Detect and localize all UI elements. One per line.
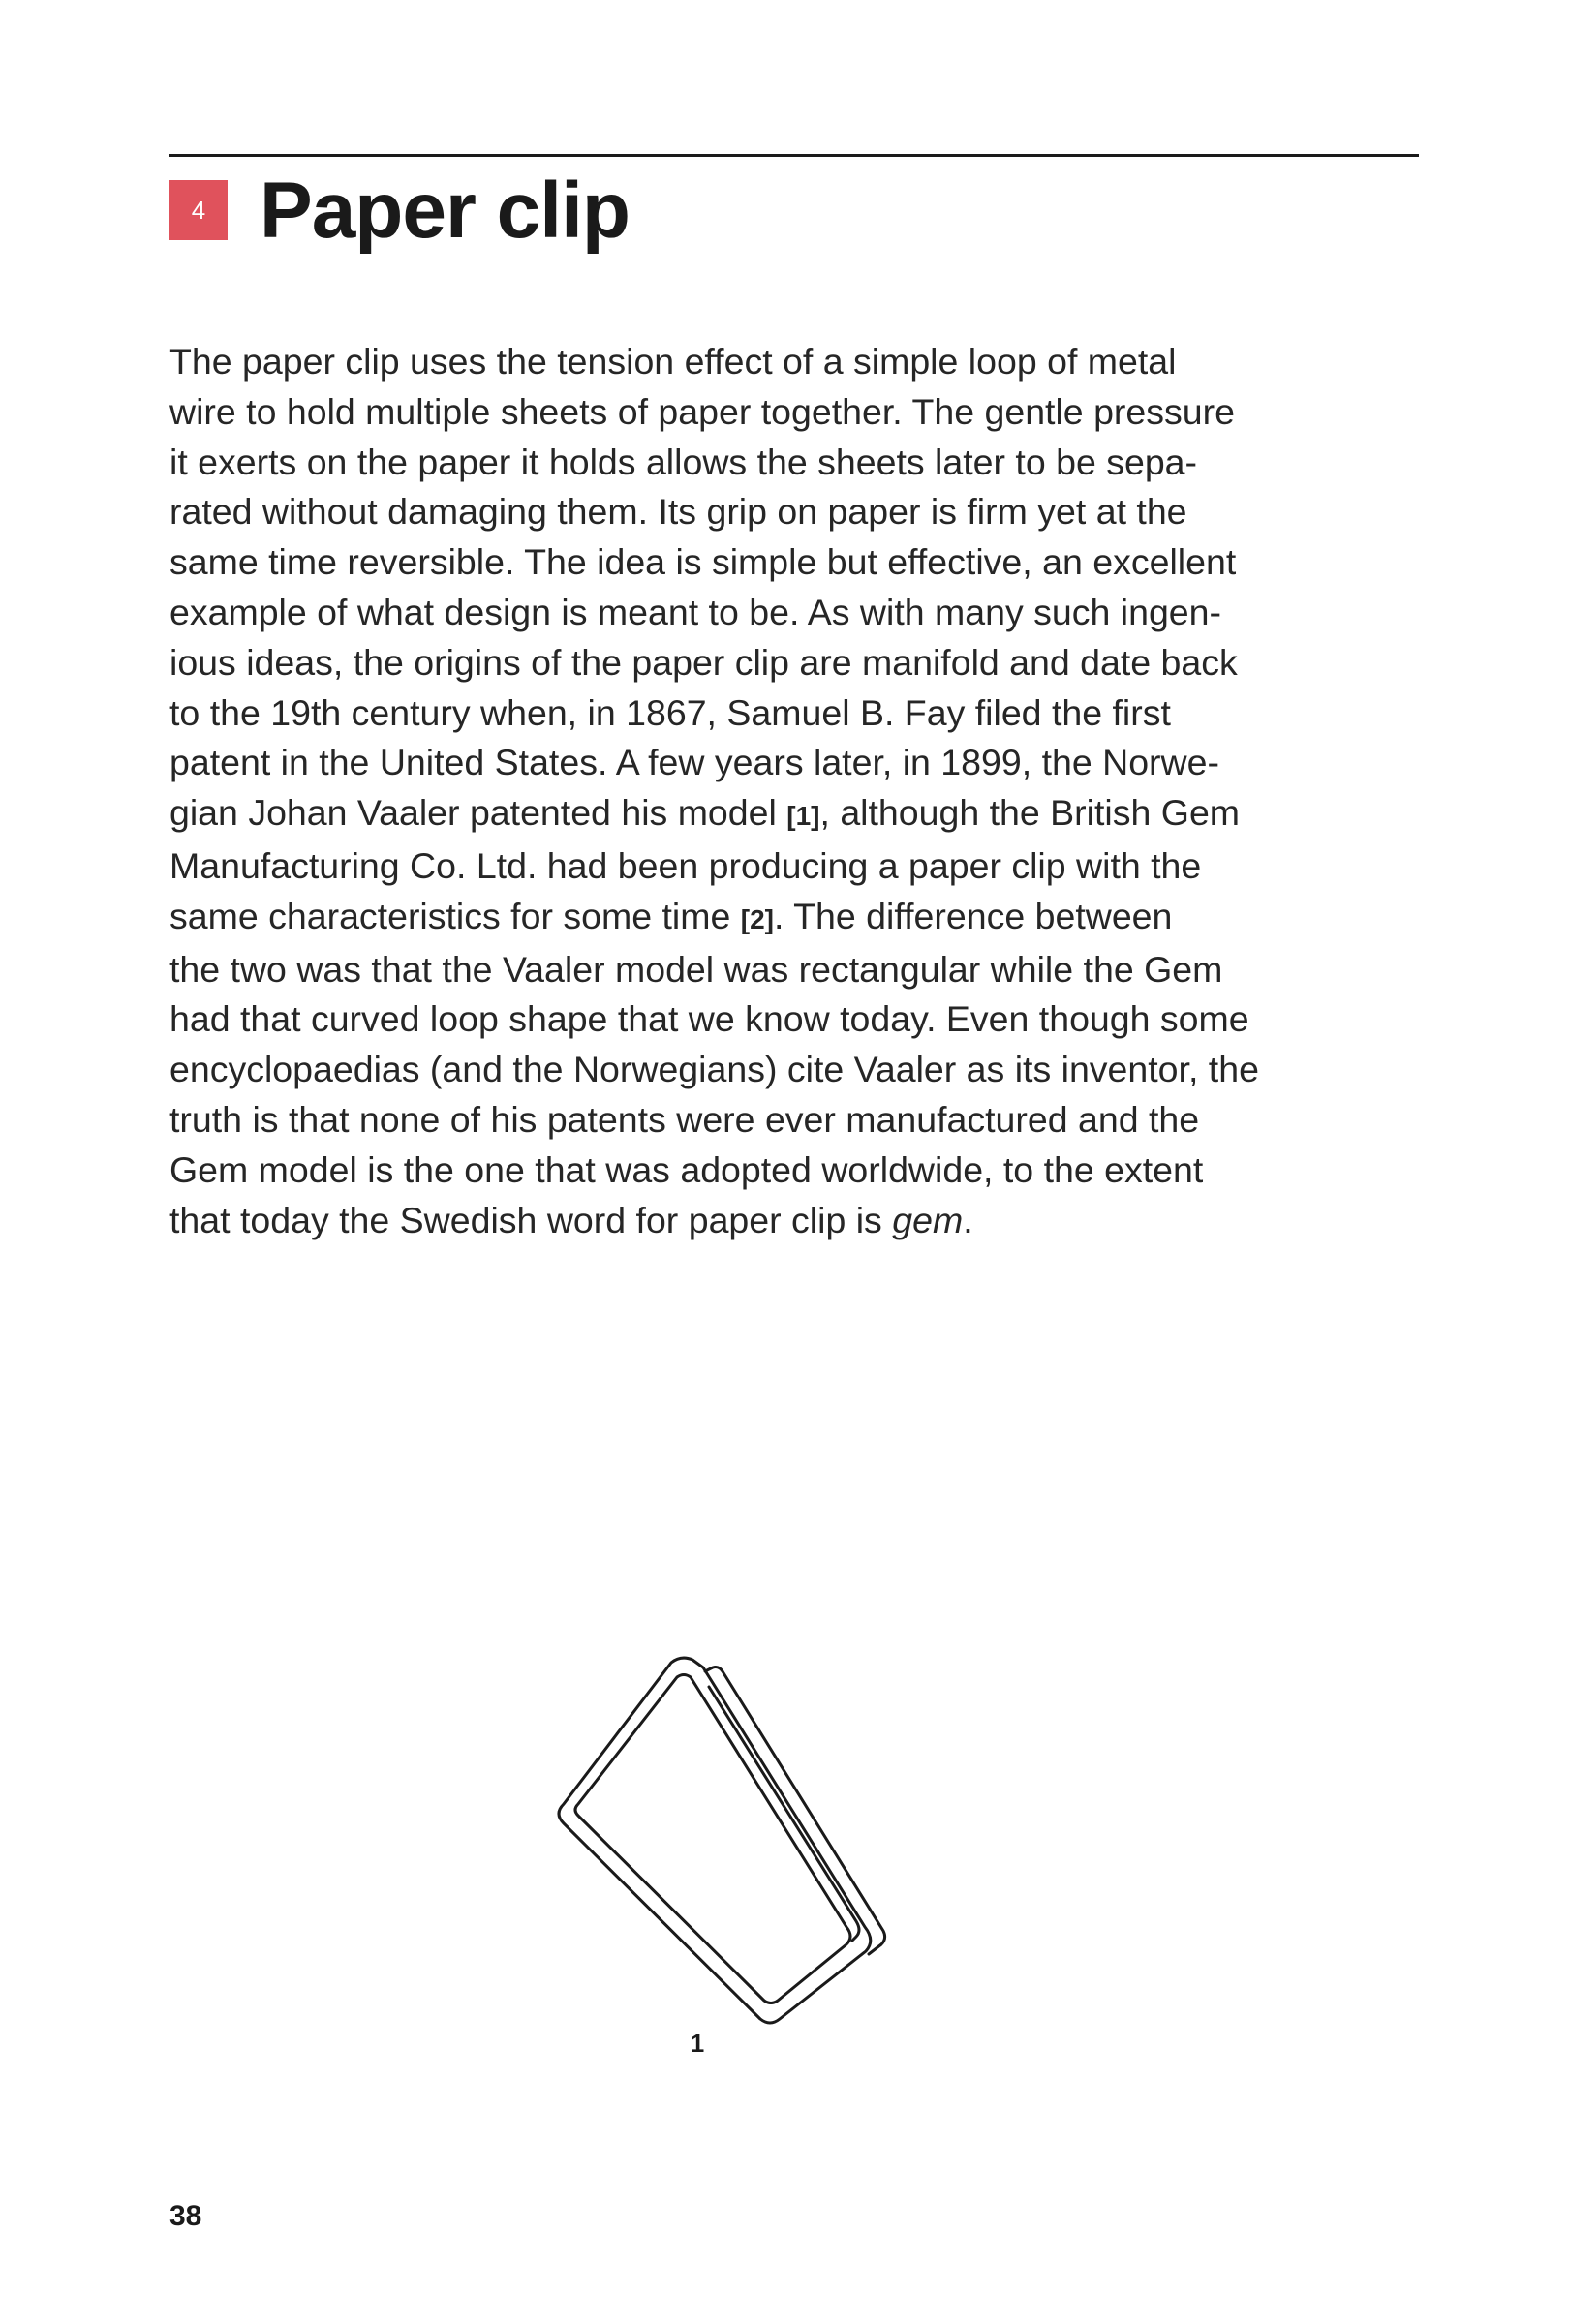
body-line-start: gian Johan Vaaler patented his model [169, 792, 787, 834]
paper-clip-figure [542, 1646, 891, 2034]
body-paragraph [169, 337, 1429, 1245]
body-line: patent in the United States. A few years later, in 1899, the Norwe- [169, 742, 1219, 783]
figure-reference: [2] [740, 903, 774, 934]
body-line-start: same characteristics for some time [169, 895, 741, 936]
body-line [169, 1196, 1429, 1246]
body-line-end: . The difference between [773, 895, 1173, 936]
page-number: 38 [169, 2200, 202, 2232]
body-line: it exerts on the paper it holds allows the sheets later to be sepa- [169, 441, 1198, 482]
italic-word: gem [892, 1199, 964, 1240]
body-line: Gem model is the one that was adopted worldwide, to the extent [169, 1148, 1204, 1190]
body-line: wire to hold multiple sheets of paper together. The gentle pressure [169, 390, 1235, 432]
figure-reference: [1] [786, 801, 820, 832]
body-line-end: . [963, 1199, 973, 1240]
body-line: ious ideas, the origins of the paper clip are manifold and date back [169, 641, 1238, 683]
vaaler-paper-clip-icon [542, 1646, 891, 2034]
body-line: to the 19th century when, in 1867, Samuel B. Fay filed the first [169, 691, 1171, 733]
chapter-number-badge: 4 [169, 180, 228, 240]
body-line: had that curved loop shape that we know today. Even though some [169, 998, 1249, 1040]
body-line: The paper clip uses the tension effect of a simple loop of metal [169, 341, 1177, 382]
body-line-end: , although the British Gem [819, 792, 1241, 834]
chapter-title: Paper clip [260, 167, 630, 255]
body-line: Manufacturing Co. Ltd. had been producing a paper clip with the [169, 844, 1202, 886]
body-line: truth is that none of his patents were ever manufactured and the [169, 1098, 1200, 1140]
body-line: encyclopaedias (and the Norwegians) cite Vaaler as its inventor, the [169, 1049, 1259, 1090]
body-line: example of what design is meant to be. As with many such ingen- [169, 591, 1221, 632]
body-line [169, 892, 1429, 945]
top-rule [169, 154, 1419, 157]
body-line [169, 788, 1429, 841]
figure-number: 1 [690, 2029, 705, 2058]
body-line: same time reversible. The idea is simple but effective, an excellent [169, 541, 1237, 583]
body-line-start: that today the Swedish word for paper clip is [169, 1199, 893, 1240]
body-line: rated without damaging them. Its grip on paper is firm yet at the [169, 491, 1187, 533]
body-line: the two was that the Vaaler model was rectangular while the Gem [169, 948, 1223, 990]
